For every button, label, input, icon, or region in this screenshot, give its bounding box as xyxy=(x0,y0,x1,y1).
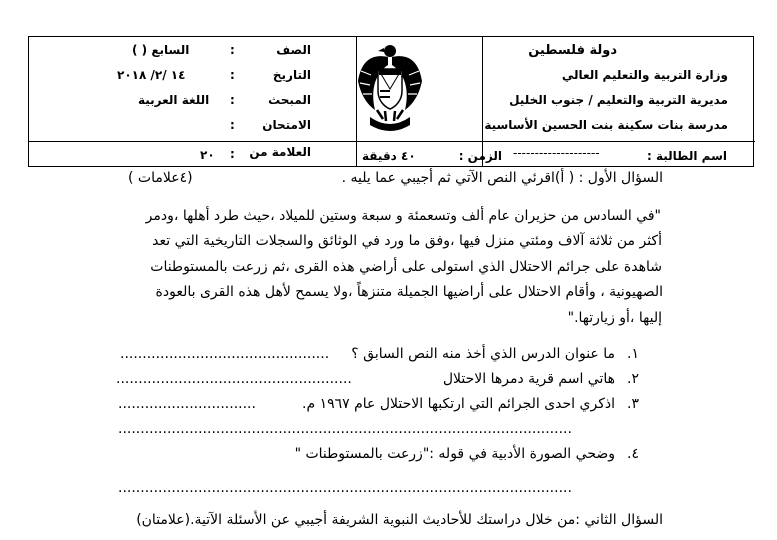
answer-line[interactable]: ............................... xyxy=(118,396,256,412)
answer-line[interactable]: ............................................... xyxy=(120,346,330,362)
colon: : xyxy=(230,118,235,132)
question-text: اذكري احدى الجرائم التي ارتكبها الاحتلال عام ١٩٦٧ م. xyxy=(302,396,615,412)
date-label: التاريخ xyxy=(272,68,311,82)
question-number: ٣. xyxy=(627,396,639,412)
passage-line: "في السادس من حزيران عام ألف وتسعمئة و سبعة وستين للميلاد ،حيث طرد أهلها ،ودمر xyxy=(145,208,661,224)
passage-line: شاهدة على جرائم الاحتلال الذي استولى على أراضي هذه القرى ،ثم زرعت بالمستوطنات xyxy=(150,259,662,275)
question-text: وضحي الصورة الأدبية في قوله :"زرعت بالمستوطنات " xyxy=(294,446,615,462)
divider xyxy=(356,141,755,142)
total-mark-value: ٢٠ xyxy=(200,148,215,162)
answer-line[interactable]: ..................................................... xyxy=(116,371,352,387)
class-label: الصف xyxy=(276,43,311,57)
q2-title: السؤال الثاني :من خلال دراستك للأحاديث النبوية الشريفة أجيبي عن الأسئلة الآتية.(علامتان) xyxy=(136,512,663,528)
exam-label: الامتحان xyxy=(262,118,311,132)
date-value[interactable]: ١٤ /٢/ ٢٠١٨ xyxy=(117,68,186,82)
q1-title: السؤال الأول : ( أ)اقرئي النص الآتي ثم أجيبي عما يليه . xyxy=(341,170,663,186)
question-text: ما عنوان الدرس الذي أخذ منه النص السابق ؟ xyxy=(351,346,615,362)
q1-marks: (٤علامات ) xyxy=(128,170,193,186)
directorate-name: مديرية التربية والتعليم / جنوب الخليل xyxy=(509,93,728,107)
passage-line: أكثر من ثلاثة آلاف ومئتي منزل فيها ،وفق ما ورد في الوثائق والسجلات التاريخية التي تعد xyxy=(152,233,662,249)
colon: : xyxy=(230,68,235,82)
question-number: ٤. xyxy=(627,446,639,462)
passage-line: إليها ،أو زيارتها." xyxy=(567,310,662,326)
colon: : xyxy=(230,93,235,107)
student-name-label: اسم الطالبة : xyxy=(647,149,727,163)
answer-line[interactable]: ...................................................................................................... xyxy=(118,480,572,496)
colon: : xyxy=(230,43,235,57)
answer-line[interactable]: ...................................................................................................... xyxy=(118,421,572,437)
divider xyxy=(482,37,483,166)
question-text: هاتي اسم قرية دمرها الاحتلال xyxy=(442,371,615,387)
state-name: دولة فلسطين xyxy=(528,43,617,58)
ministry-name: وزارة التربية والتعليم العالي xyxy=(561,68,728,82)
subject-value: اللغة العربية xyxy=(138,93,210,107)
question-number: ٢. xyxy=(627,371,639,387)
time-label: الزمن : xyxy=(458,149,502,163)
question-number: ١. xyxy=(627,346,639,362)
divider xyxy=(29,141,356,142)
passage-line: الصهيونية ، وأقام الاحتلال على أراضيها الجميلة متنزهاً ،ولا يسمح لأهل هذه القرى بالعودة xyxy=(155,284,663,300)
palestine-eagle-emblem xyxy=(355,39,425,137)
colon: : xyxy=(230,147,235,161)
subject-label: المبحث xyxy=(268,93,311,107)
time-value: ٤٠ دقيقة xyxy=(362,149,416,163)
class-value[interactable]: السابع ( ) xyxy=(132,43,190,57)
student-name-dashes[interactable]: -------------------- xyxy=(513,146,600,160)
total-mark-label: العلامة من xyxy=(249,145,311,159)
school-name: مدرسة بنات سكينة بنت الحسين الأساسية xyxy=(484,118,728,132)
